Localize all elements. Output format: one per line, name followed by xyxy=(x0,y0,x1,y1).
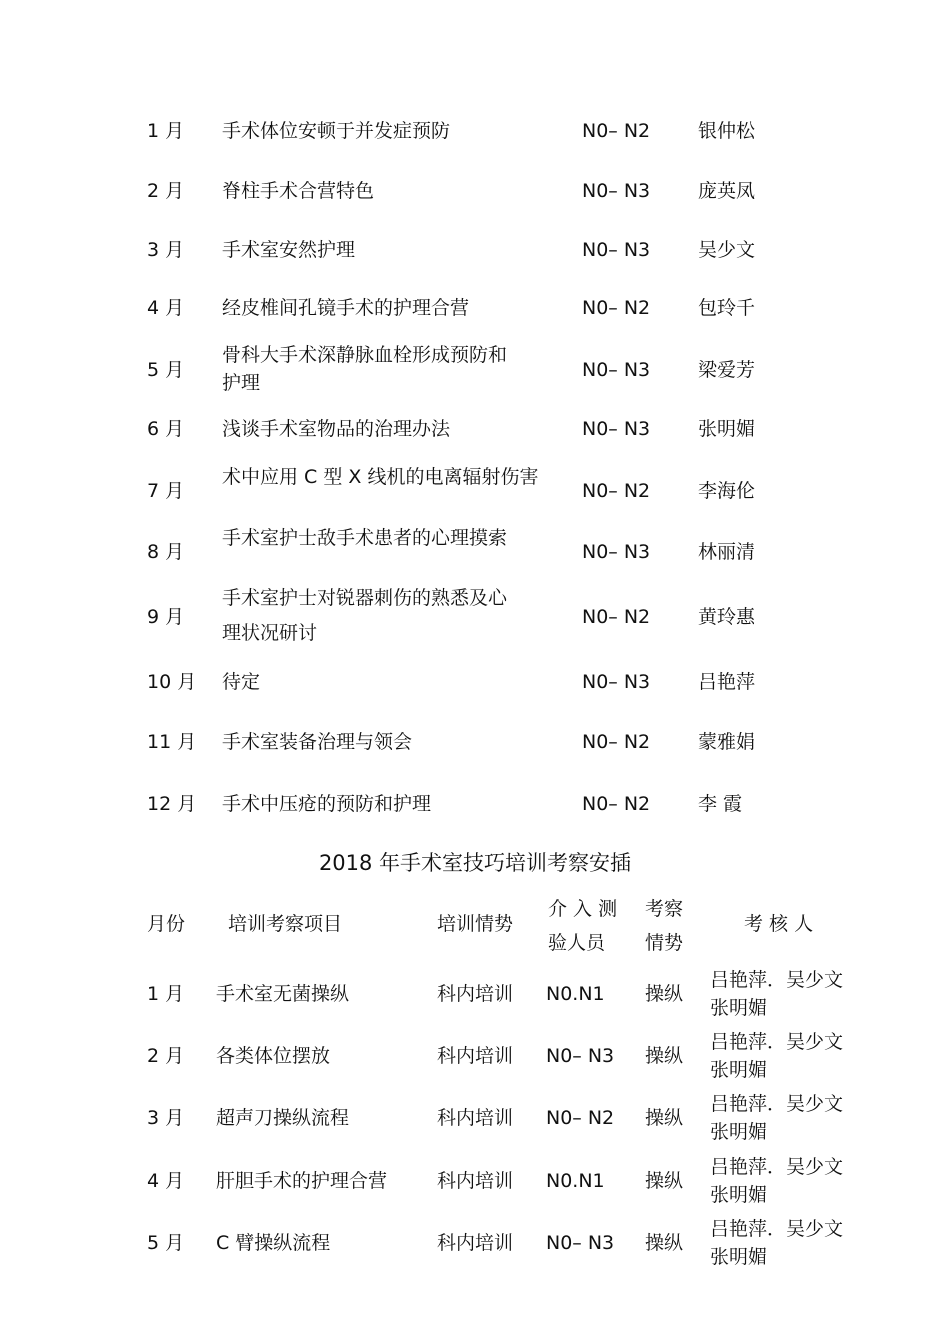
skills-examiner-line2: 张明媚 xyxy=(710,1059,768,1081)
skills-examiner-line2: 张明媚 xyxy=(710,997,768,1019)
lecture-level: N0– N2 xyxy=(582,606,651,628)
lecture-month: 6 月 xyxy=(147,418,185,440)
lecture-month: 5 月 xyxy=(147,359,185,381)
skills-staff: N0– N3 xyxy=(546,1045,615,1067)
lecture-topic: 手术室装备治理与领会 xyxy=(222,731,413,753)
lecture-level: N0– N2 xyxy=(582,120,651,142)
skills-staff: N0– N2 xyxy=(546,1107,615,1129)
skills-mode: 科内培训 xyxy=(437,983,514,1005)
skills-month: 5 月 xyxy=(147,1232,185,1254)
skills-cond: 操纵 xyxy=(645,1045,684,1067)
header-month: 月份 xyxy=(147,913,186,935)
lecture-speaker: 包玲千 xyxy=(698,297,756,319)
skills-item: C 臂操纵流程 xyxy=(216,1232,331,1254)
skills-mode: 科内培训 xyxy=(437,1045,514,1067)
header-item: 培训考察项目 xyxy=(228,913,343,935)
skills-mode: 科内培训 xyxy=(437,1232,514,1254)
skills-examiner-line1: 吕艳萍．吴少文 xyxy=(710,1031,844,1053)
lecture-level: N0– N3 xyxy=(582,541,651,563)
skills-cond: 操纵 xyxy=(645,1232,684,1254)
skills-month: 2 月 xyxy=(147,1045,185,1067)
skills-item: 肝胆手术的护理合营 xyxy=(216,1170,388,1192)
skills-cond: 操纵 xyxy=(645,983,684,1005)
skills-examiner-line2: 张明媚 xyxy=(710,1246,768,1268)
lecture-month: 4 月 xyxy=(147,297,185,319)
skills-examiner-line2: 张明媚 xyxy=(710,1121,768,1143)
header-cond-line2: 情势 xyxy=(645,932,684,954)
lecture-month: 10 月 xyxy=(147,671,197,693)
lecture-topic: 手术中压疮的预防和护理 xyxy=(222,793,432,815)
skills-month: 3 月 xyxy=(147,1107,185,1129)
lecture-level: N0– N3 xyxy=(582,239,651,261)
section-title: 2018 年手术室技巧培训考察安插 xyxy=(318,851,632,875)
skills-item: 手术室无菌操纵 xyxy=(216,983,350,1005)
lecture-month: 9 月 xyxy=(147,606,185,628)
lecture-speaker: 吕艳萍 xyxy=(698,671,756,693)
lecture-level: N0– N2 xyxy=(582,731,651,753)
lecture-topic: 骨科大手术深静脉血栓形成预防和护理 xyxy=(222,344,508,394)
lecture-month: 8 月 xyxy=(147,541,185,563)
skills-examiner-line1: 吕艳萍．吴少文 xyxy=(710,1156,844,1178)
header-mode: 培训情势 xyxy=(437,913,514,935)
lecture-level: N0– N3 xyxy=(582,359,651,381)
lecture-topic: 手术室护士敌手术患者的心理摸索 xyxy=(222,527,508,549)
lecture-month: 12 月 xyxy=(147,793,197,815)
lecture-month: 1 月 xyxy=(147,120,185,142)
lecture-speaker: 梁爱芳 xyxy=(698,359,756,381)
lecture-level: N0– N2 xyxy=(582,793,651,815)
lecture-level: N0– N2 xyxy=(582,297,651,319)
skills-mode: 科内培训 xyxy=(437,1170,514,1192)
lecture-topic: 经皮椎间孔镜手术的护理合营 xyxy=(222,297,470,319)
header-staff-line2: 验人员 xyxy=(548,932,606,954)
lecture-speaker: 银仲松 xyxy=(698,120,756,142)
skills-examiner-line1: 吕艳萍．吴少文 xyxy=(710,1218,844,1240)
header-cond-line1: 考察 xyxy=(645,898,684,920)
lecture-speaker: 黄玲惠 xyxy=(698,606,756,628)
skills-month: 1 月 xyxy=(147,983,185,1005)
lecture-speaker: 庞英凤 xyxy=(698,180,756,202)
skills-staff: N0.N1 xyxy=(546,983,605,1005)
lecture-topic: 手术室安然护理 xyxy=(222,239,356,261)
lecture-speaker: 李 霞 xyxy=(698,793,743,815)
lecture-level: N0– N3 xyxy=(582,418,651,440)
lecture-month: 7 月 xyxy=(147,480,185,502)
lecture-topic: 术中应用 C 型 X 线机的电离辐射伤害 xyxy=(222,466,539,488)
skills-item: 各类体位摆放 xyxy=(216,1045,331,1067)
lecture-month: 11 月 xyxy=(147,731,197,753)
skills-month: 4 月 xyxy=(147,1170,185,1192)
lecture-month: 3 月 xyxy=(147,239,185,261)
skills-mode: 科内培训 xyxy=(437,1107,514,1129)
skills-staff: N0– N3 xyxy=(546,1232,615,1254)
skills-examiner-line1: 吕艳萍．吴少文 xyxy=(710,969,844,991)
lecture-topic: 手术室护士对锐器刺伤的熟悉及心理状况研讨 xyxy=(222,587,508,644)
header-staff-line1: 介 入 测 xyxy=(548,898,618,920)
header-examiner: 考 核 人 xyxy=(744,913,814,935)
skills-cond: 操纵 xyxy=(645,1107,684,1129)
lecture-topic: 脊柱手术合营特色 xyxy=(222,180,375,202)
lecture-topic: 浅谈手术室物品的治理办法 xyxy=(222,418,451,440)
lecture-speaker: 蒙雅娟 xyxy=(698,731,756,753)
skills-item: 超声刀操纵流程 xyxy=(216,1107,350,1129)
skills-cond: 操纵 xyxy=(645,1170,684,1192)
lecture-month: 2 月 xyxy=(147,180,185,202)
lecture-topic: 待定 xyxy=(222,671,261,693)
lecture-speaker: 林丽清 xyxy=(698,541,756,563)
lecture-level: N0– N3 xyxy=(582,671,651,693)
lecture-speaker: 张明媚 xyxy=(698,418,756,440)
lecture-topic: 手术体位安顿于并发症预防 xyxy=(222,120,451,142)
lecture-level: N0– N3 xyxy=(582,180,651,202)
skills-examiner-line2: 张明媚 xyxy=(710,1184,768,1206)
skills-staff: N0.N1 xyxy=(546,1170,605,1192)
lecture-speaker: 李海伦 xyxy=(698,480,756,502)
skills-examiner-line1: 吕艳萍．吴少文 xyxy=(710,1093,844,1115)
lecture-level: N0– N2 xyxy=(582,480,651,502)
lecture-speaker: 吴少文 xyxy=(698,239,756,261)
